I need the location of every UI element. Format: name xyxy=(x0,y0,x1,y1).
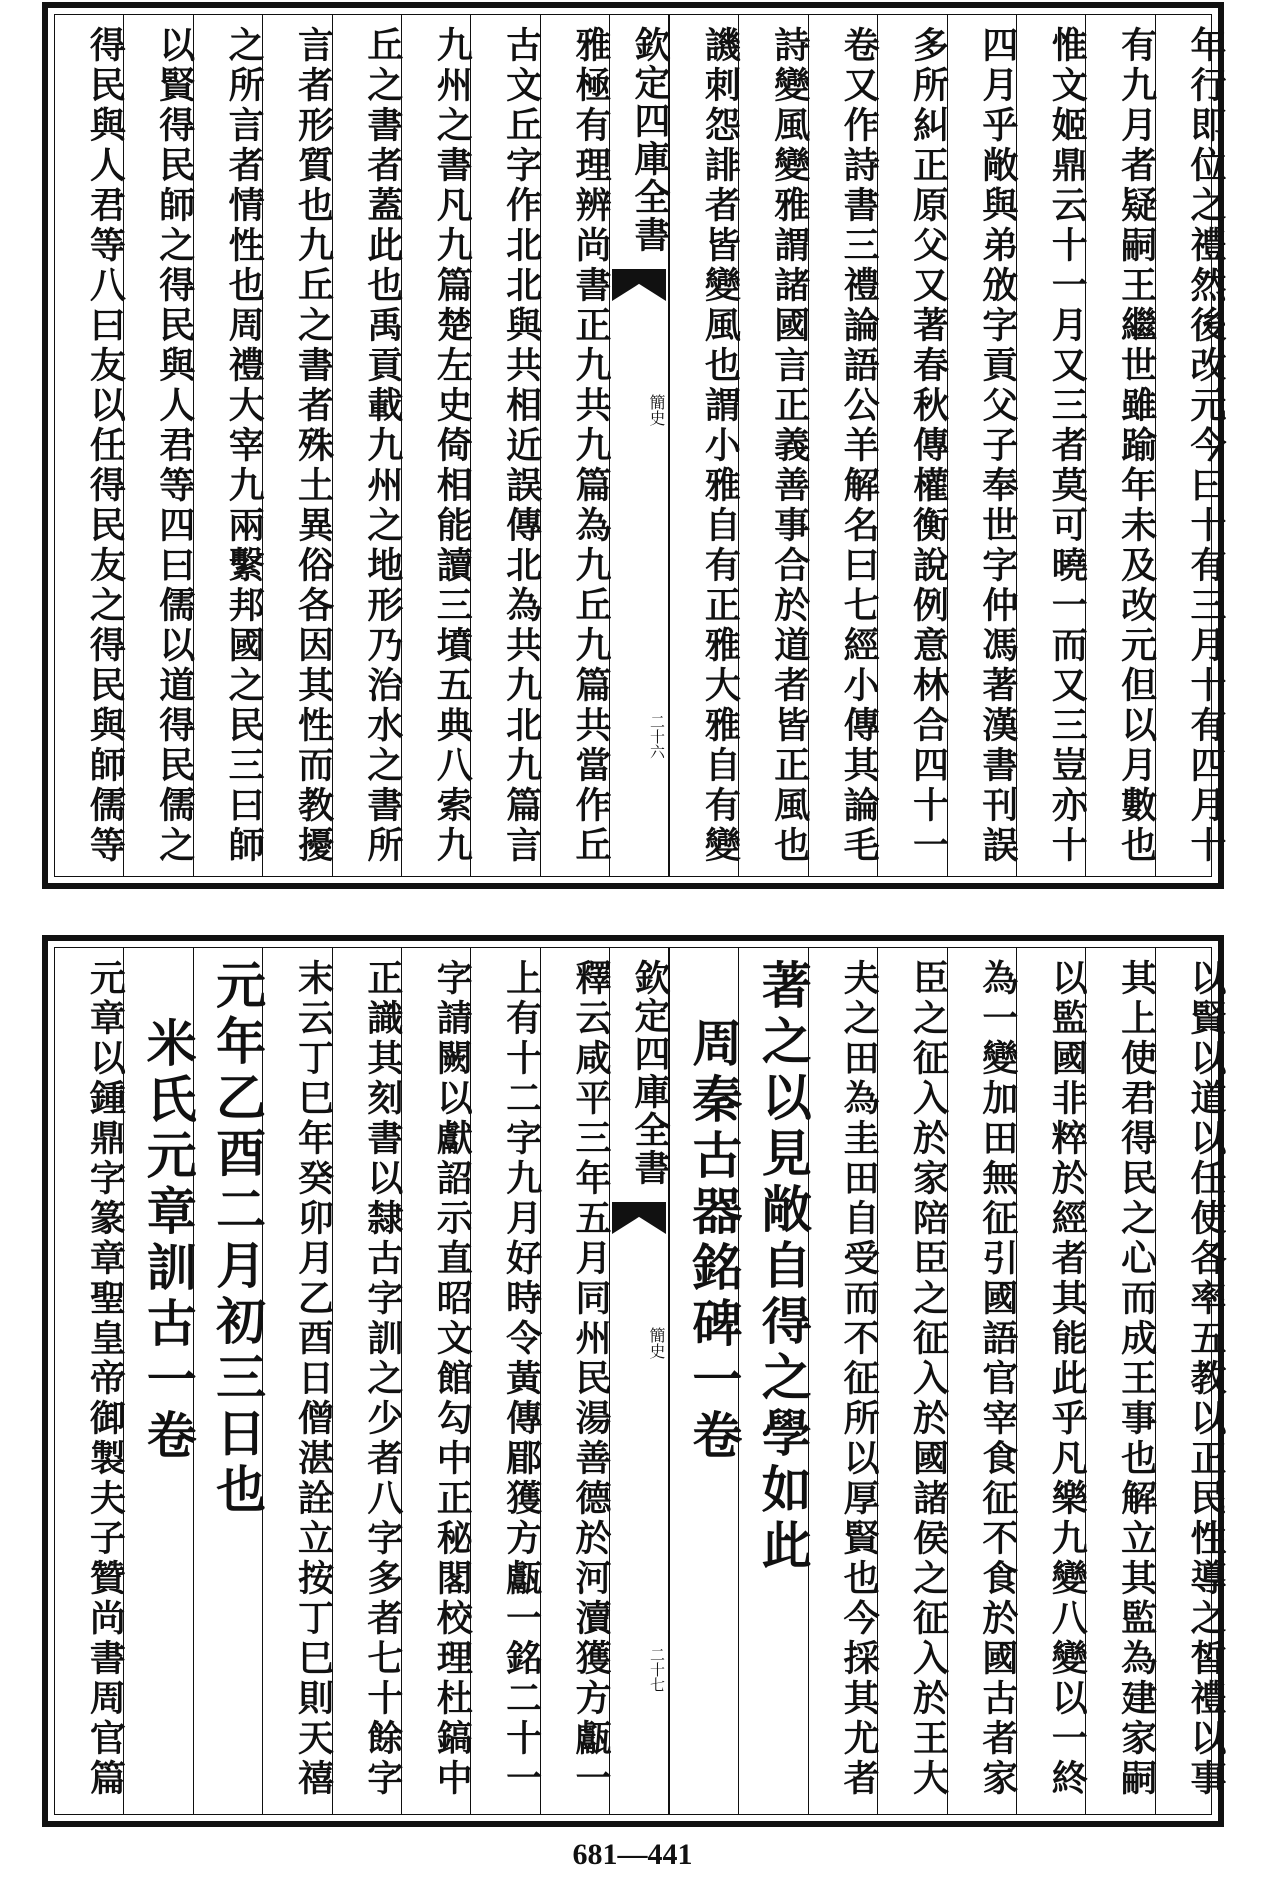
column-text: 言者形質也九丘之書者殊土異俗各因其性而教擾 xyxy=(292,26,335,866)
text-column xyxy=(193,14,266,877)
text-column xyxy=(669,14,742,877)
text-column xyxy=(808,947,881,1815)
text-column xyxy=(332,947,404,1815)
column-text: 多所糾正原父又著春秋傳權衡說例意林合四十一 xyxy=(907,26,950,866)
text-column xyxy=(877,947,950,1815)
page-gutter xyxy=(609,14,669,877)
text-column xyxy=(808,14,881,877)
text-column xyxy=(1155,947,1227,1815)
column-text: 夫之田為圭田自受而不征所以厚賢也今採其尤者 xyxy=(838,959,881,1799)
column-text: 有九月者疑嗣王繼世雖踰年未及改元但以月數也 xyxy=(1115,26,1158,866)
column-text: 著之以見敞自得之學如此 xyxy=(753,959,813,1575)
text-column xyxy=(262,947,335,1815)
column-text: 譏刺怨誹者皆變風也謂小雅自有正雅大雅自有變 xyxy=(699,26,742,866)
column-text: 臣之征入於家陪臣之征入於國諸侯之征入於王大 xyxy=(907,959,950,1799)
text-column xyxy=(401,947,474,1815)
column-text: 丘之書者蓋此也禹貢載九州之地形乃治水之書所 xyxy=(361,26,404,866)
text-column xyxy=(470,14,543,877)
column-text: 上有十二字九月好時令黃傳郿獲方甗一銘二十一 xyxy=(500,959,543,1799)
column-text: 字請闕以獻詔示直昭文館勾中正秘閣校理杜鎬中 xyxy=(431,959,474,1799)
leaf-page-label: 二十六 xyxy=(648,714,666,759)
column-text: 得民與人君等八曰友以任得民友之得民與師儒等 xyxy=(84,26,127,866)
text-column xyxy=(401,14,474,877)
text-column xyxy=(877,14,950,877)
column-heading: 米氏元章訓古一卷 xyxy=(138,1017,198,1465)
text-column xyxy=(1155,14,1227,877)
column-text: 為一變加田無征引國語官宰食征不食於國古者家 xyxy=(976,959,1019,1799)
text-column xyxy=(947,14,1019,877)
text-column xyxy=(123,947,198,1815)
column-text: 以監國非粹於經者其能此乎凡樂九變八變以一終 xyxy=(1046,959,1089,1799)
text-column xyxy=(54,14,127,877)
column-text: 雅極有理辨尚書正九共九篇為九丘九篇共當作丘 xyxy=(570,26,612,866)
gutter-title: 欽定四庫全書 xyxy=(629,959,671,1187)
column-heading: 周秦古器銘碑一卷 xyxy=(684,1017,744,1465)
column-text: 以賢以道以任使各率五教以正民性導之皙禮以事 xyxy=(1185,959,1227,1799)
column-text: 卷又作詩書三禮論語公羊解名曰七經小傳其論毛 xyxy=(838,26,881,866)
column-text: 正識其刻書以隸古字訓之少者八字多者七十餘字 xyxy=(361,959,404,1799)
column-text: 元章以鍾鼎字篆章聖皇帝御製夫子贊尚書周官篇 xyxy=(84,959,127,1799)
volume-label: 簡史 xyxy=(647,1327,666,1359)
volume-label: 簡史 xyxy=(647,394,666,426)
text-column xyxy=(947,947,1019,1815)
gutter-title: 欽定四庫全書 xyxy=(629,26,671,254)
page-gutter xyxy=(609,947,669,1815)
text-column xyxy=(540,14,612,877)
column-text: 釋云咸平三年五月同州民湯善德於河瀆獲方甗一 xyxy=(570,959,612,1799)
text-column xyxy=(1085,14,1158,877)
leaf-page-label: 二十七 xyxy=(648,1647,666,1692)
text-column xyxy=(470,947,543,1815)
page-number: 681—441 xyxy=(572,1838,693,1871)
column-text: 九州之書凡九篇楚左史倚相能讀三墳五典八索九 xyxy=(431,26,474,866)
column-text: 惟文姬鼎云十一月又三者莫可曉一而又三豈亦十 xyxy=(1046,26,1089,866)
text-column xyxy=(738,947,813,1815)
text-column xyxy=(193,947,268,1815)
column-text: 其上使君得民之心而成王事也解立其監為建家嗣 xyxy=(1115,959,1158,1799)
column-text: 以賢得民師之得民與人君等四曰儒以道得民儒之 xyxy=(153,26,196,866)
column-text: 之所言者情性也周禮大宰九兩繫邦國之民三曰師 xyxy=(223,26,266,866)
text-column xyxy=(1016,14,1089,877)
fish-tail-mark-icon xyxy=(612,269,666,301)
column-text: 古文丘字作北北與共相近誤傳北為共九北九篇言 xyxy=(500,26,543,866)
text-column xyxy=(123,14,196,877)
text-column xyxy=(669,947,744,1815)
text-column xyxy=(332,14,404,877)
fish-tail-mark-icon xyxy=(612,1202,666,1234)
text-column xyxy=(540,947,612,1815)
column-text: 詩變風變雅謂諸國言正義善事合於道者皆正風也 xyxy=(768,26,811,866)
text-column xyxy=(1085,947,1158,1815)
top-page-panel xyxy=(42,2,1227,889)
column-text: 元年乙酉二月初三日也 xyxy=(208,959,268,1519)
text-column xyxy=(54,947,127,1815)
column-text: 四月乎敞與弟攽字貢父子奉世字仲馮著漢書刊誤 xyxy=(976,26,1019,866)
column-text: 末云丁巳年癸卯月乙酉日僧湛詮立按丁巳則天禧 xyxy=(292,959,335,1799)
text-column xyxy=(1016,947,1089,1815)
bottom-page-panel xyxy=(42,935,1227,1827)
text-column xyxy=(738,14,811,877)
column-text: 年行即位之禮然後改元今曰十有三月十有四月十 xyxy=(1185,26,1227,866)
text-column xyxy=(262,14,335,877)
